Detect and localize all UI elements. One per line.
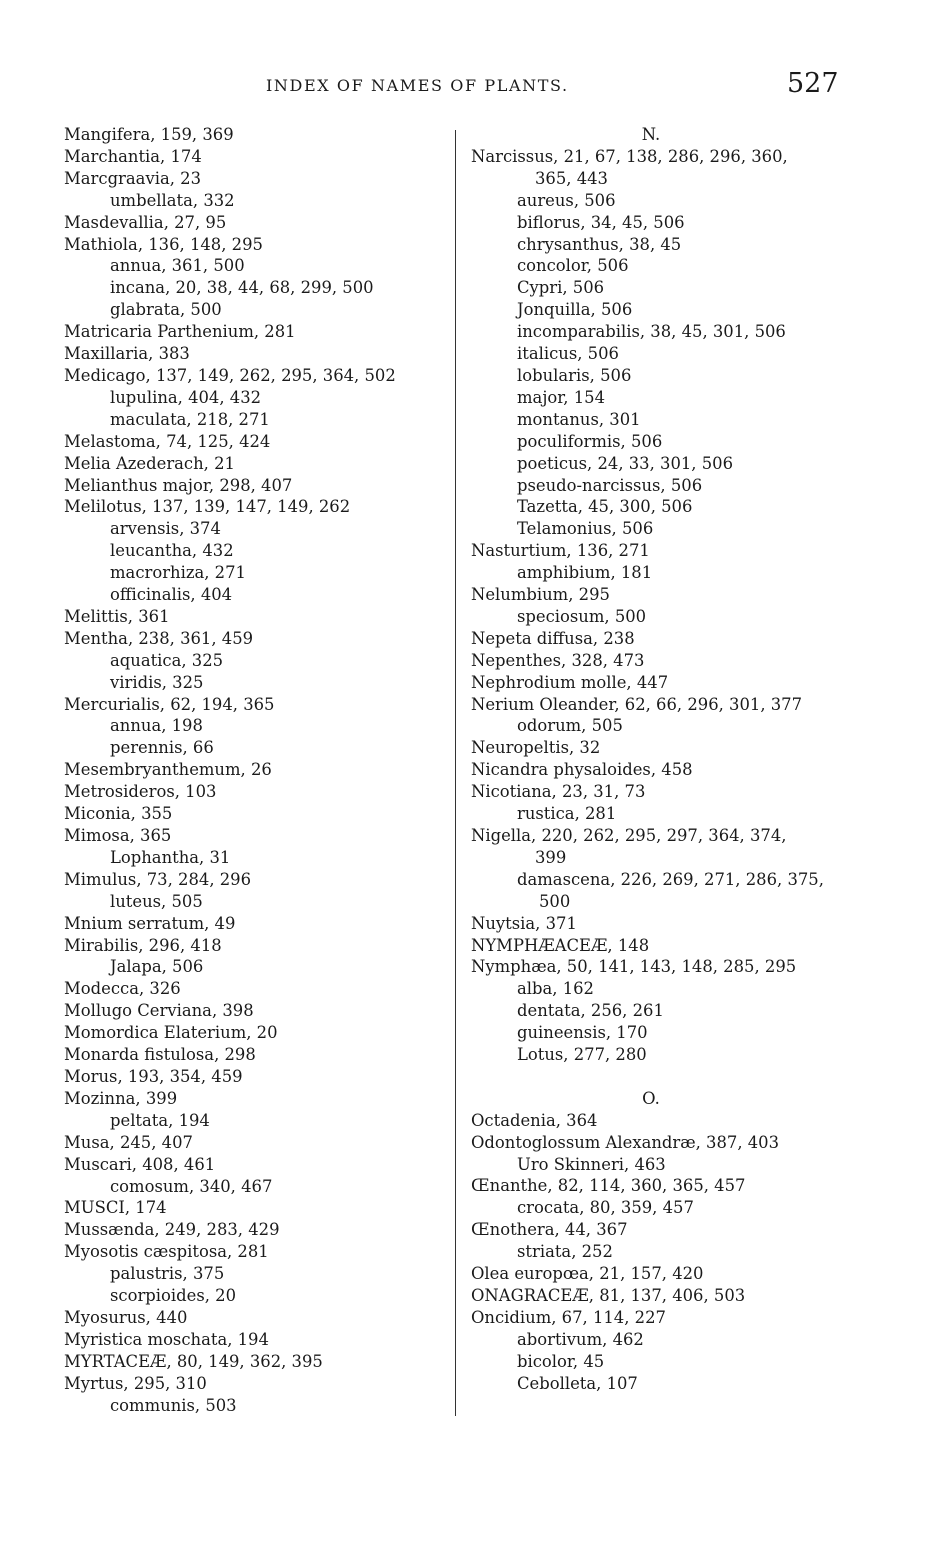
index-entry: aquatica, 325 <box>110 650 224 670</box>
index-entry: viridis, 325 <box>110 672 204 692</box>
index-entry: palustris, 375 <box>110 1264 225 1284</box>
index-entry: Momordica Elaterium, 20 <box>64 1023 278 1043</box>
section-letter-heading: O. <box>642 1088 660 1108</box>
index-entry: Maxillaria, 383 <box>64 344 190 364</box>
index-entry: aureus, 506 <box>517 190 616 210</box>
index-entry: damascena, 226, 269, 271, 286, 375, <box>517 869 824 889</box>
index-entry: annua, 361, 500 <box>110 256 245 276</box>
index-entry: Myosurus, 440 <box>64 1307 188 1327</box>
index-entry: Masdevallia, 27, 95 <box>64 212 227 232</box>
index-entry: biflorus, 34, 45, 506 <box>517 212 685 232</box>
index-entry: lupulina, 404, 432 <box>110 387 262 407</box>
index-entry: striata, 252 <box>517 1242 613 1262</box>
index-entry: Marchantia, 174 <box>64 146 202 166</box>
index-entry: pseudo-narcissus, 506 <box>517 475 703 495</box>
index-entry: Nephrodium molle, 447 <box>471 672 669 692</box>
index-entry: Matricaria Parthenium, 281 <box>64 322 296 342</box>
index-entry: alba, 162 <box>517 979 594 999</box>
index-entry: Myosotis cæspitosa, 281 <box>64 1242 269 1262</box>
index-entry: ONAGRACEÆ, 81, 137, 406, 503 <box>471 1286 746 1306</box>
index-entry: crocata, 80, 359, 457 <box>517 1198 694 1218</box>
index-entry: annua, 198 <box>110 716 203 736</box>
index-entry: Uro Skinneri, 463 <box>517 1154 666 1174</box>
index-entry: Narcissus, 21, 67, 138, 286, 296, 360, <box>471 146 788 166</box>
index-entry: Muscari, 408, 461 <box>64 1154 216 1174</box>
index-entry: bicolor, 45 <box>517 1351 605 1371</box>
index-entry: Nuytsia, 371 <box>471 913 577 933</box>
index-entry: 500 <box>539 891 571 911</box>
index-entry: guineensis, 170 <box>517 1023 648 1043</box>
index-entry: Melia Azederach, 21 <box>64 453 235 473</box>
index-entry: incana, 20, 38, 44, 68, 299, 500 <box>110 278 374 298</box>
index-entry: Mercurialis, 62, 194, 365 <box>64 694 275 714</box>
index-entry: Jalapa, 506 <box>110 957 204 977</box>
index-entry: Melastoma, 74, 125, 424 <box>64 431 271 451</box>
index-entry: incomparabilis, 38, 45, 301, 506 <box>517 322 786 342</box>
index-entry: poculiformis, 506 <box>517 431 663 451</box>
index-entry: officinalis, 404 <box>110 585 233 605</box>
index-entry: Nelumbium, 295 <box>471 585 610 605</box>
index-entry: Neuropeltis, 32 <box>471 738 601 758</box>
index-entry: Lophantha, 31 <box>110 847 231 867</box>
index-entry: Nicandra physaloides, 458 <box>471 760 693 780</box>
index-entry: Mimulus, 73, 284, 296 <box>64 869 252 889</box>
index-entry: Nigella, 220, 262, 295, 297, 364, 374, <box>471 826 787 845</box>
index-entry: Mangifera, 159, 369 <box>64 125 234 144</box>
index-entry: Cypri, 506 <box>517 278 605 298</box>
index-entry: Mimosa, 365 <box>64 826 172 845</box>
index-entry: Myristica moschata, 194 <box>64 1329 269 1349</box>
index-entry: Melianthus major, 298, 407 <box>64 475 293 495</box>
index-entry: comosum, 340, 467 <box>110 1176 273 1196</box>
index-entry: poeticus, 24, 33, 301, 506 <box>517 453 733 473</box>
index-entry: maculata, 218, 271 <box>110 409 270 429</box>
page-header <box>0 68 925 102</box>
index-entry: Mozinna, 399 <box>64 1088 178 1108</box>
index-entry: peltata, 194 <box>110 1110 210 1130</box>
index-entry: italicus, 506 <box>517 344 619 364</box>
index-entry: montanus, 301 <box>517 409 641 429</box>
index-entry: Mnium serratum, 49 <box>64 913 236 933</box>
index-entry: speciosum, 500 <box>517 606 647 626</box>
index-entry: Œnothera, 44, 367 <box>471 1220 628 1240</box>
index-entry: Mirabilis, 296, 418 <box>64 935 222 955</box>
index-entry: chrysanthus, 38, 45 <box>517 234 682 254</box>
index-column-right <box>471 124 851 1395</box>
index-entry: Nymphæa, 50, 141, 143, 148, 285, 295 <box>471 957 797 977</box>
index-entry: Mentha, 238, 361, 459 <box>64 628 254 648</box>
running-title: INDEX OF NAMES OF PLANTS. <box>266 76 569 95</box>
index-entry: glabrata, 500 <box>110 300 222 320</box>
index-entry: major, 154 <box>517 387 606 407</box>
page-number: 527 <box>787 68 839 99</box>
index-entry: Olea europœa, 21, 157, 420 <box>471 1264 704 1284</box>
index-entry: dentata, 256, 261 <box>517 1001 664 1021</box>
index-entry: Cebolleta, 107 <box>517 1373 638 1393</box>
index-entry: MUSCI, 174 <box>64 1198 167 1218</box>
index-entry: macrorhiza, 271 <box>110 563 246 583</box>
index-entry: perennis, 66 <box>110 738 214 758</box>
index-entry: Nicotiana, 23, 31, 73 <box>471 782 646 802</box>
index-entry: Tazetta, 45, 300, 506 <box>517 497 693 517</box>
index-entry: amphibium, 181 <box>517 563 653 583</box>
index-entry: Medicago, 137, 149, 262, 295, 364, 502 <box>64 365 396 385</box>
index-entry: Miconia, 355 <box>64 804 173 824</box>
index-entry: Marcgraavia, 23 <box>64 168 201 188</box>
section-letter-heading: N. <box>641 125 661 144</box>
index-entry: Nasturtium, 136, 271 <box>471 541 650 561</box>
index-entry: lobularis, 506 <box>517 365 632 385</box>
index-entry: Modecca, 326 <box>64 979 181 999</box>
index-entry: Octadenia, 364 <box>471 1110 598 1130</box>
index-entry: Nerium Oleander, 62, 66, 296, 301, 377 <box>471 694 803 714</box>
index-entry: 365, 443 <box>535 168 608 188</box>
index-entry: Nepenthes, 328, 473 <box>471 650 645 670</box>
column-divider <box>455 130 456 1416</box>
index-entry: Myrtus, 295, 310 <box>64 1373 207 1393</box>
index-entry: MYRTACEÆ, 80, 149, 362, 395 <box>64 1351 323 1371</box>
index-entry: communis, 503 <box>110 1395 237 1415</box>
index-entry: Nepeta diffusa, 238 <box>471 628 635 648</box>
index-entry: Mesembryanthemum, 26 <box>64 760 272 780</box>
index-entry: Mathiola, 136, 148, 295 <box>64 234 263 254</box>
index-entry: Telamonius, 506 <box>517 519 654 539</box>
index-entry: Melittis, 361 <box>64 606 170 626</box>
index-entry: Oncidium, 67, 114, 227 <box>471 1307 666 1327</box>
index-entry: Musa, 245, 407 <box>64 1132 193 1152</box>
section-spacer <box>471 1066 851 1088</box>
index-entry: Lotus, 277, 280 <box>517 1045 647 1065</box>
index-entry: arvensis, 374 <box>110 519 221 539</box>
index-entry: umbellata, 332 <box>110 190 235 210</box>
index-entry: 399 <box>535 847 567 867</box>
index-entry: odorum, 505 <box>517 716 623 736</box>
index-entry: rustica, 281 <box>517 804 617 824</box>
index-entry: concolor, 506 <box>517 256 629 276</box>
index-entry: Œnanthe, 82, 114, 360, 365, 457 <box>471 1176 746 1196</box>
index-entry: abortivum, 462 <box>517 1329 644 1349</box>
index-entry: leucantha, 432 <box>110 541 234 561</box>
index-entry: Monarda fistulosa, 298 <box>64 1045 256 1065</box>
index-entry: Jonquilla, 506 <box>517 300 633 320</box>
index-entry: Mollugo Cerviana, 398 <box>64 1001 254 1021</box>
index-entry: Melilotus, 137, 139, 147, 149, 262 <box>64 497 351 517</box>
index-entry: Metrosideros, 103 <box>64 782 217 802</box>
index-entry: scorpioides, 20 <box>110 1286 237 1306</box>
index-entry: Morus, 193, 354, 459 <box>64 1066 243 1086</box>
index-column-left <box>64 124 444 1416</box>
index-entry: luteus, 505 <box>110 891 203 911</box>
index-entry: Mussænda, 249, 283, 429 <box>64 1220 280 1240</box>
index-entry: Odontoglossum Alexandræ, 387, 403 <box>471 1132 780 1152</box>
index-entry: NYMPHÆACEÆ, 148 <box>471 935 650 955</box>
